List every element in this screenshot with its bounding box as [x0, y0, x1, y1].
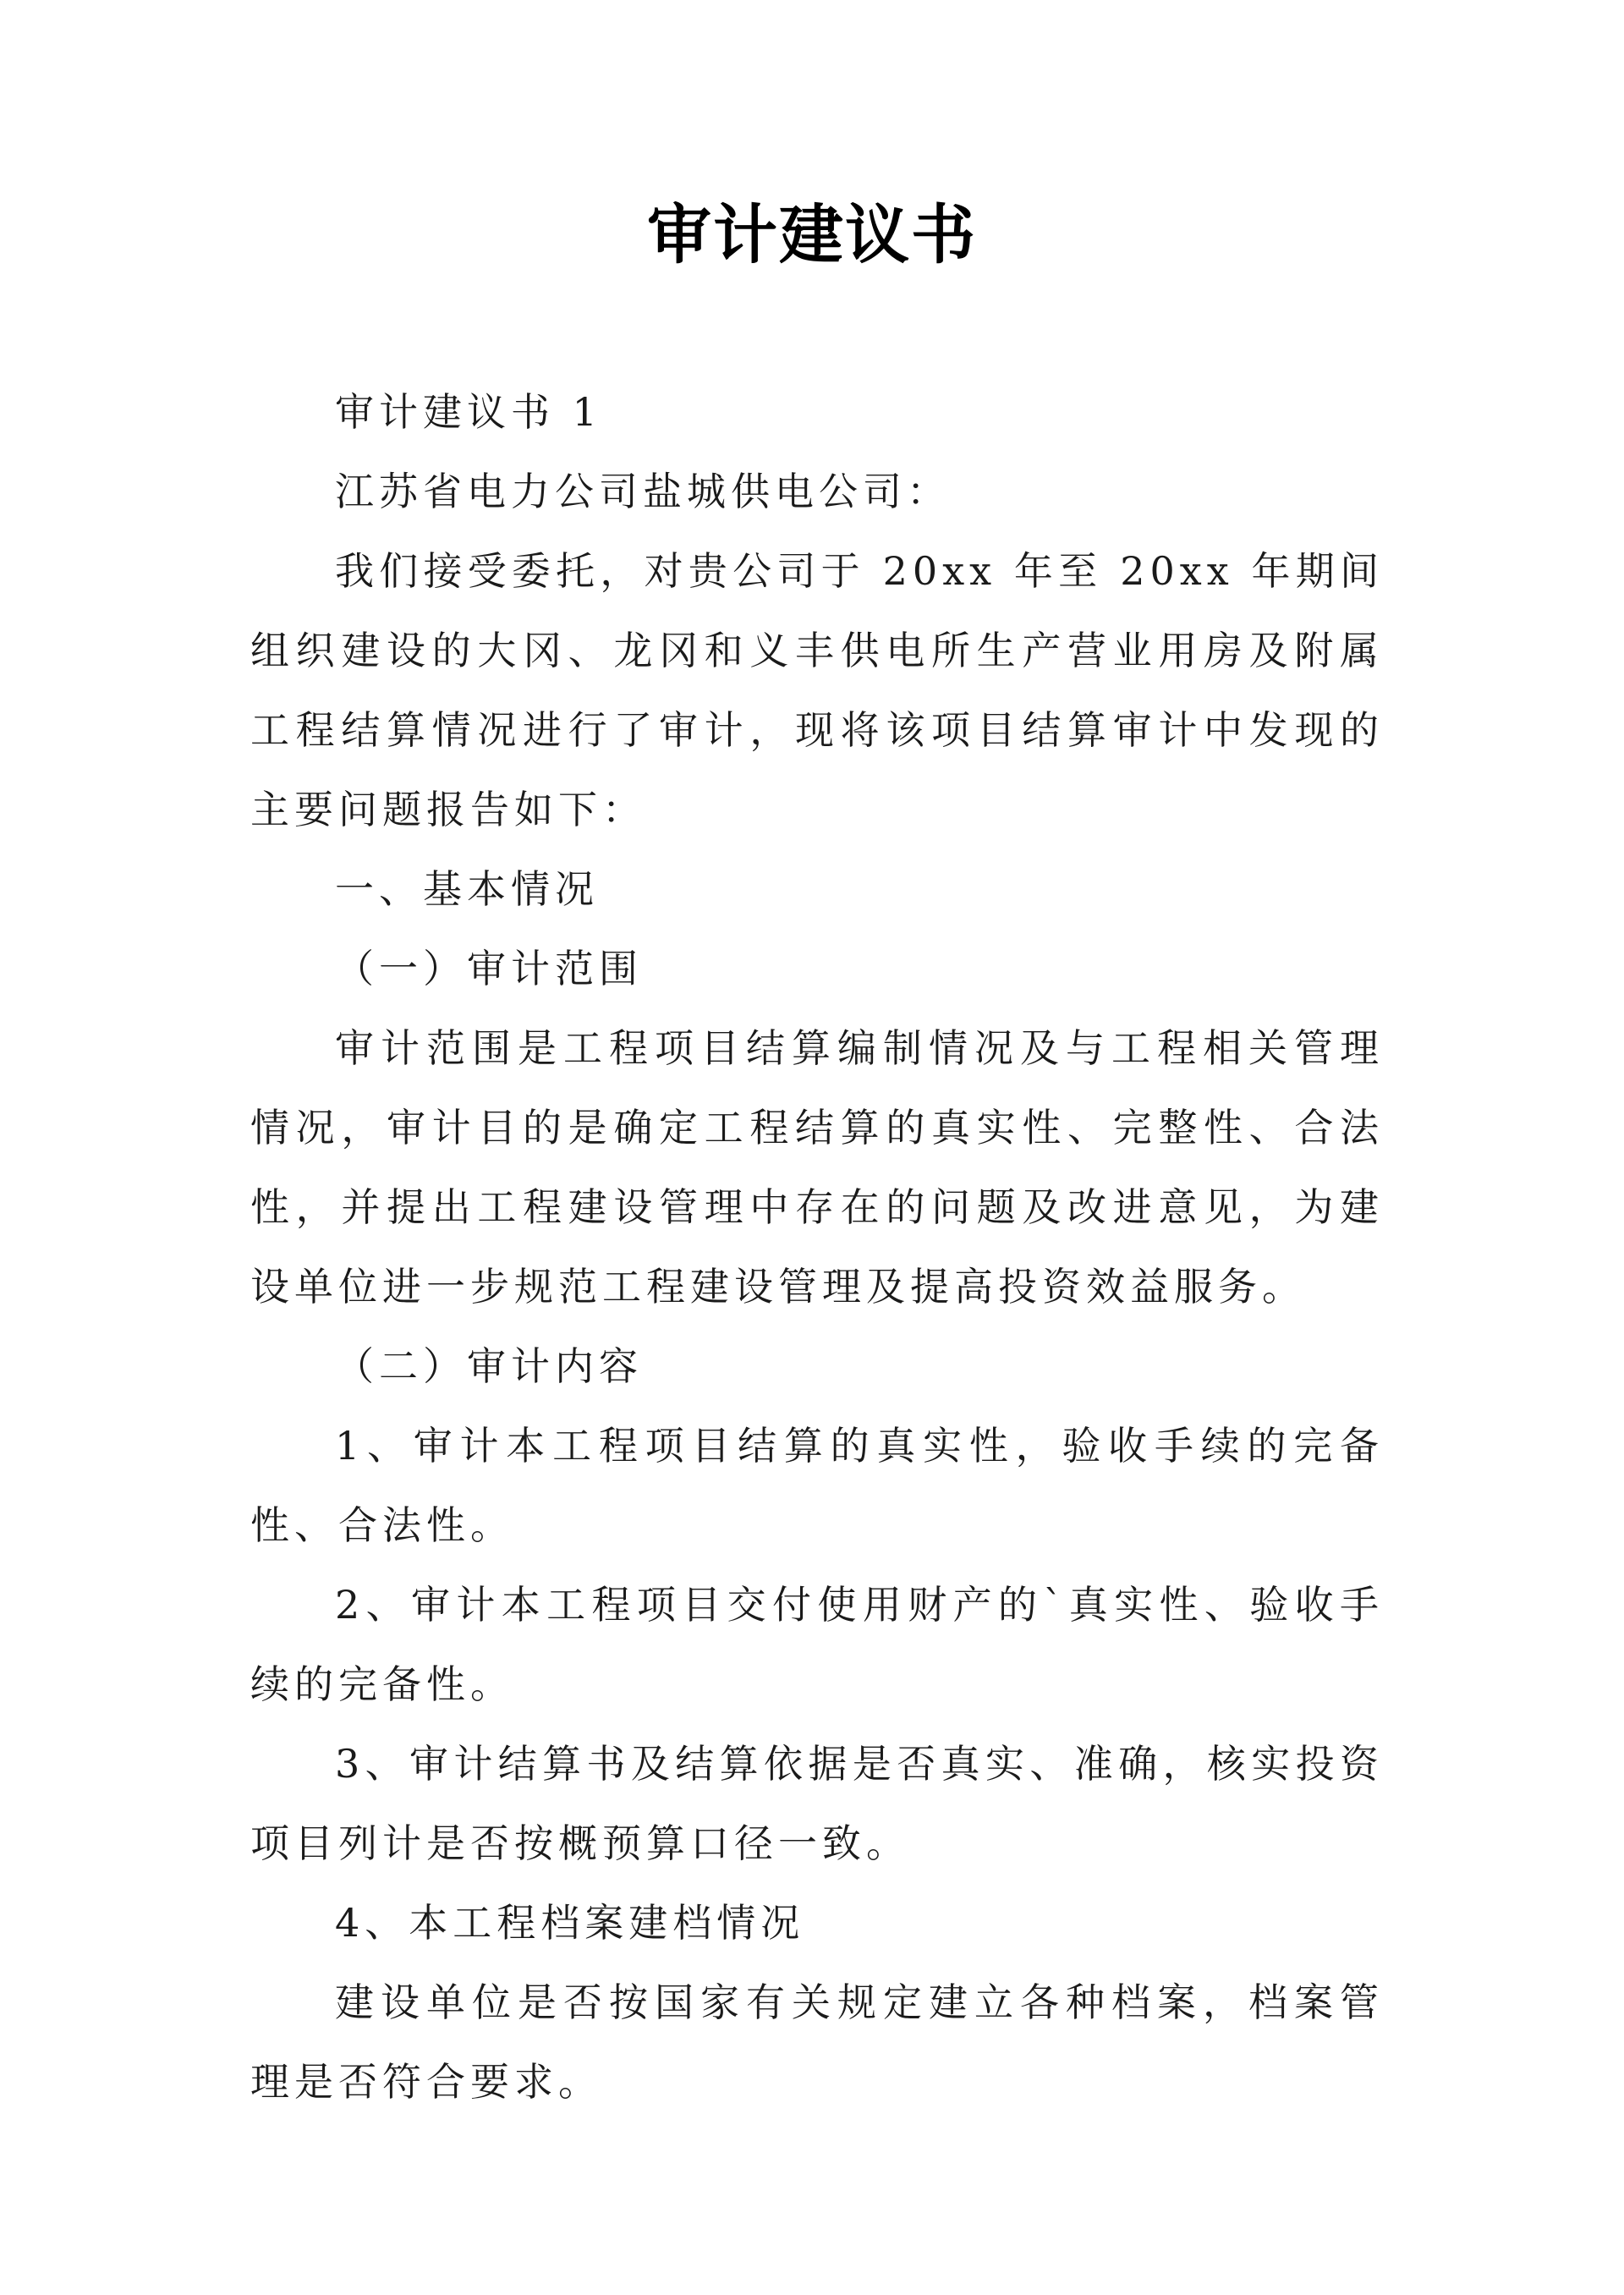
content-item-2: 2、审计本工程项目交付使用财产的`真实性、验收手续的完备性。 [250, 1582, 1384, 1707]
archive-paragraph: 建设单位是否按国家有关规定建立各种档案，档案管理是否符合要求。 [250, 1979, 1384, 2105]
content-item-1: 1、审计本工程项目结算的真实性，验收手续的完备性、合法性。 [250, 1423, 1384, 1548]
content-item-4: 4、本工程档案建档情况 [335, 1900, 805, 1946]
addressee-line: 江苏省电力公司盐城供电公司： [335, 469, 951, 514]
content-item-3: 3、审计结算书及结算依据是否真实、准确，核实投资项目列计是否按概预算口径一致。 [250, 1741, 1384, 1866]
section-heading: 审计建议书 1 [335, 389, 602, 435]
intro-paragraph: 我们接受委托，对贵公司于 20xx 年至 20xx 年期间组织建设的大冈、龙冈和义丰供电所生产营业用房及附属工程结算情况进行了审计，现将该项目结算审计中发现的主要问题报告如下： [250, 548, 1384, 832]
subheading-audit-content: （二）审计内容 [335, 1343, 643, 1389]
subheading-audit-scope: （一）审计范围 [335, 946, 643, 991]
document-body [250, 372, 1384, 2122]
heading-basic-situation: 一、基本情况 [335, 866, 599, 912]
scope-paragraph: 审计范围是工程项目结算编制情况及与工程相关管理情况，审计目的是确定工程结算的真实性、完整性、合法性，并提出工程建设管理中存在的问题及改进意见，为建设单位进一步规范工程建设管理及提高投资效益服务。 [250, 1025, 1384, 1309]
document-title: 审计建议书 [647, 197, 977, 272]
